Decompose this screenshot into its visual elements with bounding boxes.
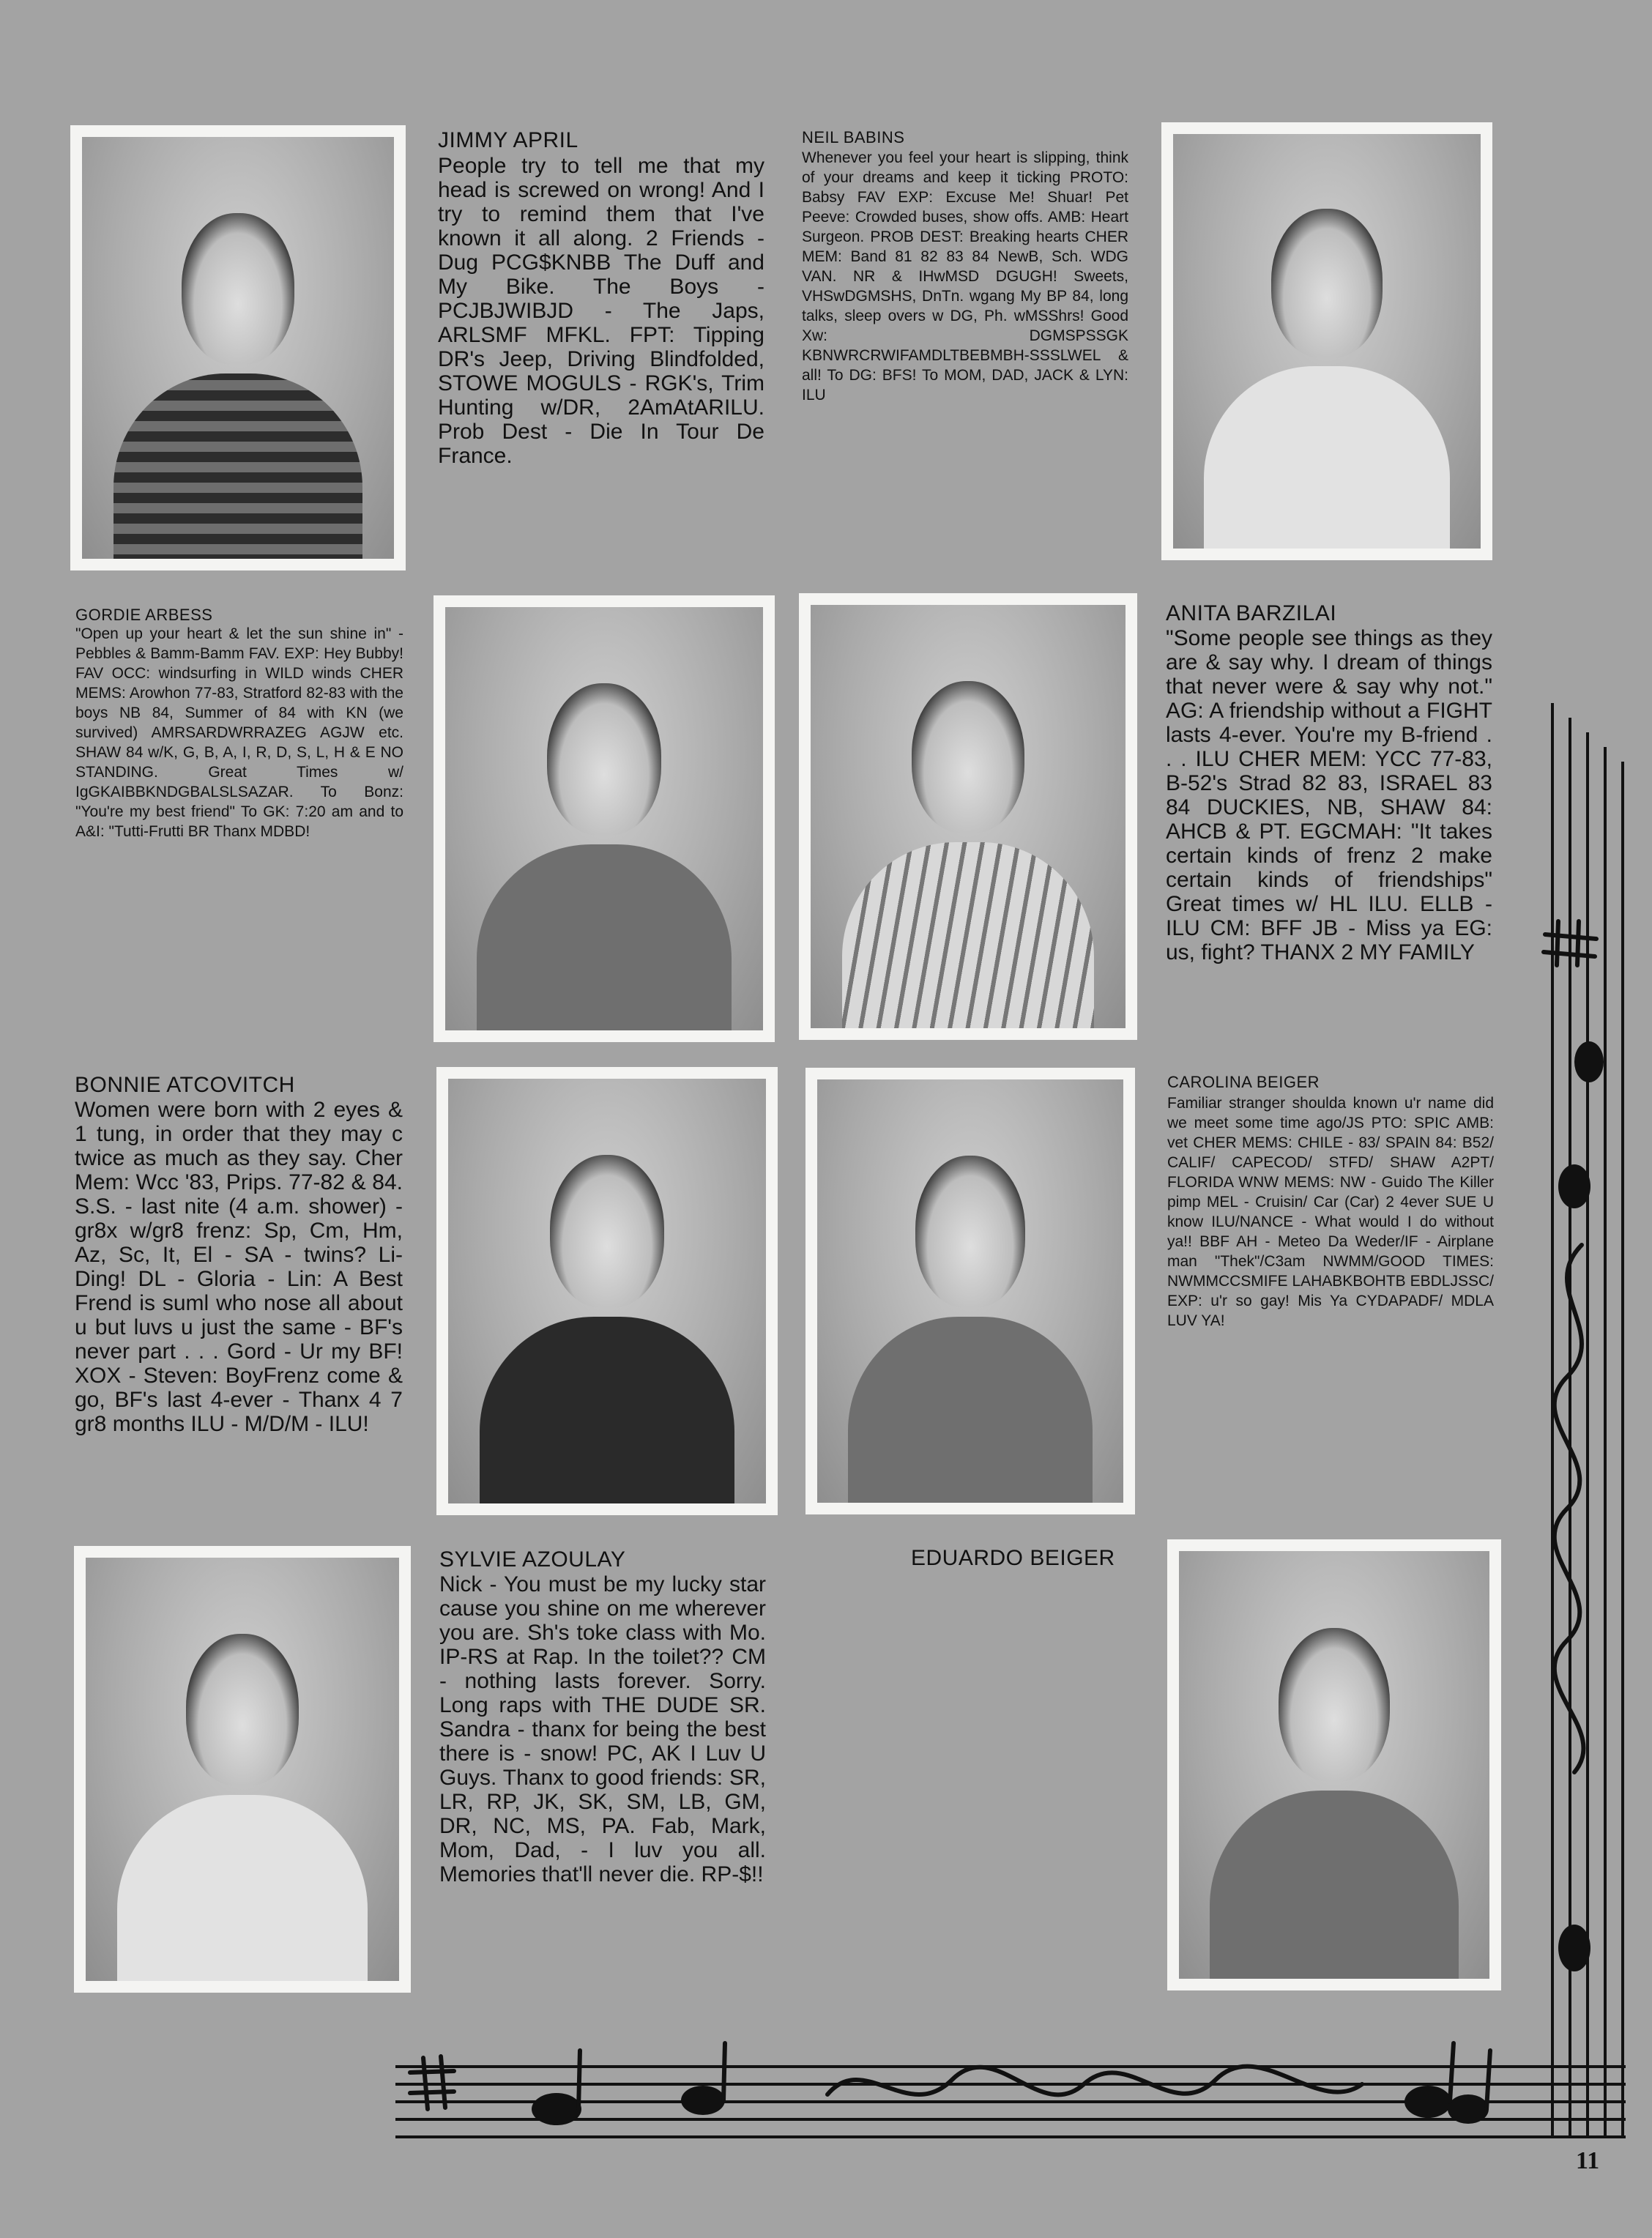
student-name: ANITA BARZILAI	[1166, 601, 1337, 625]
page-number: 11	[1576, 2147, 1600, 2174]
student-bio: People try to tell me that my head is screwed on wrong! And I try to remind them that I've known it all along. 2 Friends - Dug PCG$KNBB The Duff and My Bike. The Boys - PCJBJWIBJD - The Japs, ARLSMF MFKL. FPT: Tipping DR's Jeep, Driving Blindfolded, STOWE MOGULS - RGK's, Trim Hunting w/DR, 2AmAtARILU. Prob Dest - Die In Tour De France.	[438, 154, 764, 468]
student-bio: "Open up your heart & let the sun shine in" - Pebbles & Bamm-Bamm FAV. EXP: Hey Bubby! FAV OCC: windsurfing in WILD winds CHER MEMS: Arowhon 77-83, Stratford 82-83 with the boys NB 84, Summer of 84 with KN (we survived) AMRSARDWRRAZEG AGJW etc. SHAW 84 w/K, G, B, A, I, R, D, S, L, H & E NO STANDING. Great Times w/ IgGKAIBBKNDGBALSLSAZAR. To Bonz: "You're my best friend" To GK: 7:20 am and to A&I: "Tutti-Frutti BR Thanx MDBD!	[75, 625, 403, 840]
student-bio: "Some people see things as they are & say why. I dream of things that never were & say why not." AG: A friendship without a FIGHT lasts 4-ever. You're my B-friend . . . ILU CHER MEM: YCC 77-83, B-52's Strad 82 83, ISRAEL 83 84 DUCKIES, NB, SHAW 84: AHCB & PT. EGCMAH: "It takes certain kinds of frenz 2 make certain kinds of friendships" Great times w/ HL ILU. ELLB - ILU CM: BFF JB - Miss ya EG: us, fight? THANX 2 MY FAMILY	[1166, 626, 1492, 964]
student-name: SYLVIE AZOULAY	[439, 1547, 626, 1572]
student-bio: Women were born with 2 eyes & 1 tung, in order that they may c twice as much as they say. Cher Mem: Wcc '83, Prips. 77-82 & 84. S.S. - last nite (4 a.m. shower) - gr8x w/gr8 frenz: Sp, Cm, Hm, Az, Sc, It, El - SA - twins? Li-Ding! DL - Gloria - Lin: A Best Frend is suml who nose all about u but luvs u just the same - BF's never part . . . Gord - Ur my BF! XOX - Steven: BoyFrenz come & go, BF's last 4-ever - Thanx 4 7 gr8 months ILU - M/D/M - ILU!	[75, 1098, 403, 1436]
student-bio: Familiar stranger shoulda known u'r name did we meet some time ago/JS PTO: SPIC AMB: vet CHER MEMS: CHILE - 83/ SPAIN 84: B52/ CALIF/ CAPECOD/ STFD/ SHAW A2PT/ FLORIDA WNW MEMS: NW - Guido The Killer pimp MEL - Cruisin/ Car (Car) 2 4ever SUE U know ILU/NANCE - What would I do without ya!! BBF AH - Meteo Da Weder/IF - Airplane man "Thek"/C3am NWMM/GOOD TIMES: NWMMCCSMIFE LAHABKBOHTB EBDLJSSC/ EXP: u'r so gay! Mis Ya CYDAPADF/ MDLA LUV YA!	[1167, 1095, 1494, 1329]
student-name: GORDIE ARBESS	[75, 606, 213, 624]
student-name: CAROLINA BEIGER	[1167, 1073, 1320, 1091]
student-bio: Whenever you feel your heart is slipping, think of your dreams and keep it ticking PROTO: Babsy FAV EXP: Excuse Me! Shuar! Pet Peeve: Crowded buses, show offs. AMB: Heart Surgeon. PROB DEST: Breaking hearts CHER MEM: Band 81 82 83 84 NewB, Sch. WDG VAN. NR & IHwMSD DGUGH! Sweets, VHSwDGMSHS, DnTn. wgang My BP 84, long talks, sleep overs w DG, Ph. wMSShrs! Good Xw: DGMSPSSGK KBNWRCRWIFAMDLTBEBMBH-SSSLWEL & all! To DG: BFS! To MOM, DAD, JACK & LYN: ILU	[802, 149, 1128, 404]
student-name: EDUARDO BEIGER	[911, 1546, 1115, 1570]
student-name: NEIL BABINS	[802, 128, 905, 146]
student-bio: Nick - You must be my lucky star cause you shine on me wherever you are. Sh's toke class with Mo. IP-RS at Rap. In the toilet?? CM - nothing lasts forever. Sorry. Long raps with THE DUDE SR. Sandra - thanx for being the best there is - snow! PC, AK I Luv U Guys. Thanx to good friends: SR, LR, RP, JK, SK, SM, LB, GM, DR, NC, MS, PA. Fab, Mark, Mom, Dad, - I luv you all. Memories that'll never die. RP-$!!	[439, 1572, 766, 1886]
student-name: JIMMY APRIL	[438, 128, 578, 152]
student-name: BONNIE ATCOVITCH	[75, 1073, 295, 1097]
